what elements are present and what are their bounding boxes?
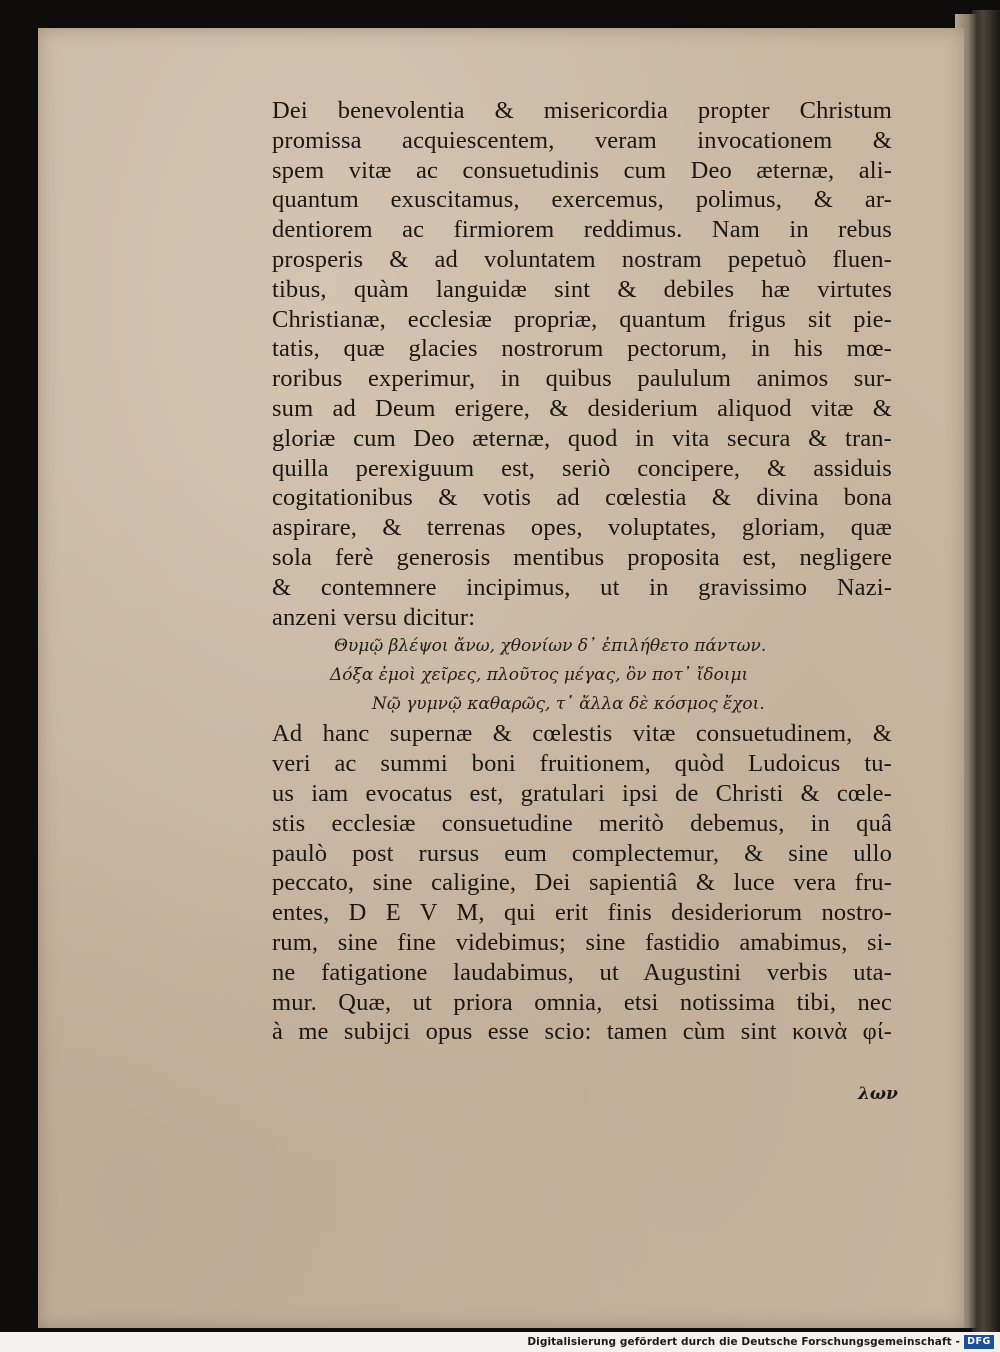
text-line: Ad hanc supernæ & cœlestis vitæ consuetudinem, & (272, 720, 892, 748)
text-line: veri ac summi boni fruitionem, quòd Ludoicus tu- (272, 750, 892, 778)
text-line: sum ad Deum erigere, & desiderium aliquod vitæ & (272, 394, 892, 422)
funding-notice: Digitalisierung gefördert durch die Deutsche Forschungsgemeinschaft - (527, 1336, 960, 1348)
text-line: rum, sine fine videbimus; sine fastidio amabimus, si- (272, 928, 892, 956)
greek-verse-line: Θυμῷ βλέψοι ἄνω, χθονίων δ᾽ ἐπιλήθετο πάντων. (334, 636, 767, 657)
text-line: tatis, quæ glacies nostrorum pectorum, in his mœ- (272, 335, 892, 363)
text-line: anzeni versu dicitur: (272, 603, 476, 631)
catchword: λων (858, 1084, 898, 1104)
text-line: us iam evocatus est, gratulari ipsi de Christi & cœle- (272, 779, 892, 807)
text-line: stis ecclesiæ consuetudine meritò debemus, in quâ (272, 809, 892, 837)
text-line: sola ferè generosis mentibus proposita est, negligere (272, 543, 892, 571)
dfg-logo[interactable]: DFG (964, 1335, 994, 1349)
text-line: & contemnere incipimus, ut in gravissimo Nazi- (272, 573, 892, 601)
text-line: Dei benevolentia & misericordia propter Christum (272, 97, 892, 124)
text-line: Christianæ, ecclesiæ propriæ, quantum frigus sit pie- (272, 305, 892, 333)
text-line: mur. Quæ, ut priora omnia, etsi notissima tibi, nec (272, 988, 892, 1016)
text-line: quantum exuscitamus, exercemus, polimus, & ar- (272, 186, 892, 214)
text-line: à me subijci opus esse scio: tamen cùm sint κοινὰ φί- (272, 1018, 892, 1046)
text-line: dentiorem ac firmiorem reddimus. Nam in rebus (272, 216, 892, 244)
page-text (272, 96, 892, 1047)
text-line: tibus, quàm languidæ sint & debiles hæ virtutes (272, 275, 892, 303)
text-line: prosperis & ad voluntatem nostram pepetuò fluen- (272, 245, 892, 273)
text-line: roribus experimur, in quibus paululum animos sur- (272, 365, 892, 393)
text-line: quilla perexiguum est, seriò concipere, & assiduis (272, 454, 892, 482)
greek-verse-line: Νῷ γυμνῷ καθαρῶς, τ᾽ ἄλλα δὲ κόσμος ἔχοι. (372, 694, 765, 715)
text-line: gloriæ cum Deo æternæ, quod in vita secura & tran- (272, 424, 892, 452)
text-line: spem vitæ ac consuetudinis cum Deo æternæ, ali- (272, 156, 892, 184)
text-line: aspirare, & terrenas opes, voluptates, gloriam, quæ (272, 514, 892, 542)
text-line: promissa acquiescentem, veram invocationem & (272, 126, 892, 154)
text-line: peccato, sine caligine, Dei sapientiâ & luce vera fru- (272, 869, 892, 897)
text-line: paulò post rursus eum complectemur, & sine ullo (272, 839, 892, 867)
text-line: cogitationibus & votis ad cœlestia & divina bona (272, 484, 892, 512)
greek-verse-line: Δόξα ἐμοὶ χεῖρες, πλοῦτος μέγας, ὃν ποτ᾽ ἴδοιμι (330, 665, 749, 686)
footer-bar (0, 1332, 1000, 1352)
text-line: entes, D E V M, qui erit finis desideriorum nostro- (272, 899, 892, 927)
text-line: ne fatigatione laudabimus, ut Augustini verbis uta- (272, 958, 892, 986)
